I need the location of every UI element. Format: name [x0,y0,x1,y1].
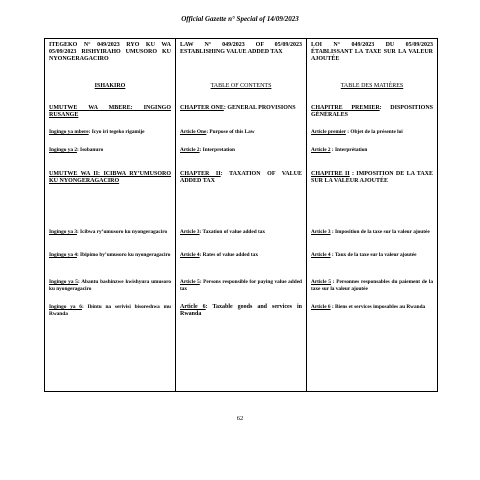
column-french [307,39,437,391]
article-label: Article 5 [311,279,331,285]
article-text: : Biens et services imposables au Rwanda [330,304,426,310]
article-label: Article 4 [311,252,331,258]
article-text: : Isobanuro [76,147,104,153]
article-text: : Taux de la taxe sur la valeur ajoutée [330,252,417,258]
chapter-1-french [311,105,433,119]
chapter-text: : IMPOSITION DE LA TAXE SUR LA VALEUR AJOUTÉE [311,171,433,184]
gazette-header: Official Gazette n° Special of 14/09/2023 [181,15,299,23]
article-6-french [311,304,433,311]
chapter-2-french [311,171,433,185]
chapter-label: CHAPTER ONE [180,105,224,111]
article-text: : Icyo iri tegeko rigamije [88,129,145,135]
article-label: Ingingo ya mbere [49,129,89,135]
article-5-english [180,279,302,292]
article-text: : Imposition de la taxe sur la valeur ajoutée [330,229,430,235]
article-label: Article 3 [311,229,331,235]
article-label: Article 6 [311,304,331,310]
article-4-english [180,252,302,259]
article-text: : Personnes responsables du paiement de la taxe sur la valeur ajoutée [311,279,433,292]
chapter-1-text: UMUTWE WA MBERE: INGINGO RUSANGE [49,105,171,118]
article-label: Article 2 [311,147,331,153]
article-text: : Taxation of value added tax [199,229,266,235]
article-text: : Icibwa ry’umusoro ku nyongeragaciro [76,229,168,235]
law-title-kinyarwanda: ITEGEKO N° 049/2023 RYO KU WA 05/09/2023 RISHYIRAHO UMUSORO KU NYONGERAGACIRO [49,42,171,62]
article-label: Article premier [311,129,346,135]
column-kinyarwanda [45,39,176,391]
chapter-2-text: UMUTWE WA II: ICIBWA RY’UMUSORO KU NYONGERAGACIRO [49,171,171,184]
law-title-english: LAW N° 049/2023 OF 05/09/2023 ESTABLISHING VALUE ADDED TAX [180,42,302,55]
article-1-kinyarwanda [49,129,171,136]
article-label: Ingingo ya 3 [49,229,77,235]
article-text: : Rates of value added tax [199,252,258,258]
column-english [176,39,307,391]
article-6-kinyarwanda [49,304,171,317]
page-number: 62 [236,415,244,422]
article-text: : Persons responsible for paying value added tax [180,279,302,292]
article-1-french [311,129,433,136]
article-label: Article 6 [180,304,206,310]
toc-heading-kinyarwanda: ISHAKIRO [94,83,126,89]
article-label: Article 3 [180,229,200,235]
article-label: Ingingo ya 5 [49,279,78,285]
article-4-french [311,252,433,259]
article-text: : Purpose of this Law [206,129,255,135]
chapter-label: CHAPITRE II [311,171,350,177]
chapter-2-kinyarwanda [49,171,171,185]
article-1-english [180,129,302,136]
article-label: Ingingo ya 2 [49,147,77,153]
chapter-text: : DISPOSITIONS GÉNÉRALES [311,105,433,118]
article-label: Article 2 [180,147,200,153]
article-text: : Taxable goods and services in Rwanda [180,304,302,317]
article-label: Article One [180,129,207,135]
article-text: : Interpretation [199,147,235,153]
article-3-kinyarwanda [49,229,171,236]
toc-heading-french: TABLE DES MATIÈRES [340,83,404,89]
article-text: : Ibintu na serivisi bisoreshwa mu Rwanda [49,304,171,317]
article-2-kinyarwanda [49,147,171,154]
chapter-text: : TAXATION OF VALUE ADDED TAX [180,171,302,184]
toc-heading-english: TABLE OF CONTENTS [210,83,272,89]
article-text: : Objet de la présente loi [345,129,403,135]
article-label: Ingingo ya 4 [49,252,77,258]
chapter-label: CHAPTER II [180,171,221,177]
law-title-french: LOI N° 049/2023 DU 05/09/2023 ÉTABLISSANT LA TAXE SUR LA VALEUR AJOUTÉE [311,42,433,62]
article-text: : Interprétation [330,147,368,153]
article-3-english [180,229,302,236]
trilingual-table [44,38,438,392]
chapter-label: CHAPITRE PREMIER [311,105,380,111]
article-label: Article 4 [180,252,200,258]
chapter-1-english [180,105,302,112]
article-4-kinyarwanda [49,252,171,259]
article-2-french [311,147,433,154]
chapter-text: : GENERAL PROVISIONS [223,105,296,111]
article-2-english [180,147,302,154]
article-text: : Abantu bashinzwe kwishyura umusoro ku nyongeragaciro [49,279,172,292]
article-label: Ingingo ya 6 [49,304,82,310]
article-label: Article 5 [180,279,200,285]
article-3-french [311,229,433,236]
chapter-2-english [180,171,302,185]
chapter-1-kinyarwanda [49,105,171,119]
article-6-english [180,304,302,318]
article-5-kinyarwanda [49,279,171,292]
article-5-french [311,279,433,292]
article-text: : Ibipimo by’umusoro ku nyongeragaciro [76,252,171,258]
